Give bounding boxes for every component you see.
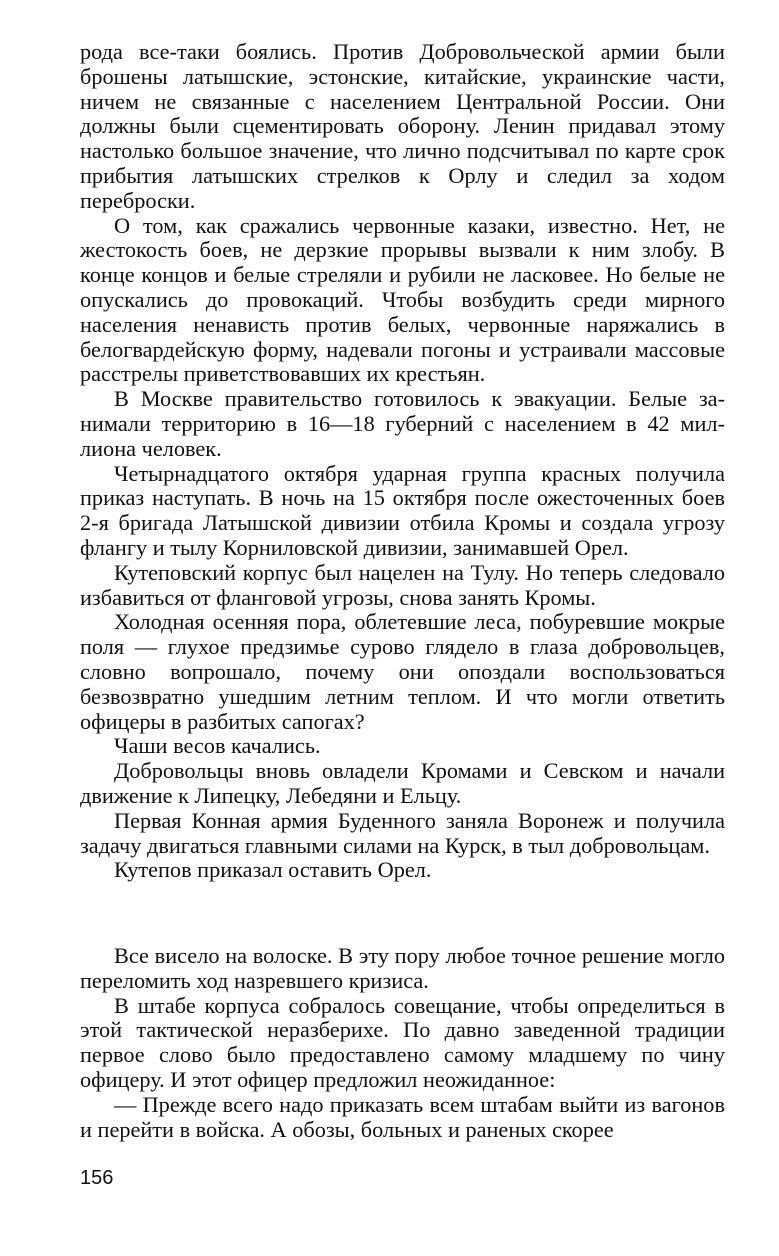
paragraph-7: Чаши весов качались. bbox=[114, 733, 321, 759]
paragraph-9: Первая Конная армия Буденного заняла Воронеж и получила задачу двигаться главными силами на Курск, в тыл добровольцам. bbox=[80, 807, 725, 858]
paragraph-11: Все висело на волоске. В эту пору любое точное решение могло переломить ход назревшего кризиса. bbox=[80, 943, 725, 993]
book-page bbox=[80, 40, 725, 1142]
page-number: 156 bbox=[80, 1167, 114, 1189]
paragraph-10: Кутепов приказал оставить Орел. bbox=[114, 857, 432, 883]
paragraph-13: — Прежде всего надо приказать всем штабам выйти из вагонов и перейти в войска. А обозы, больных и раненых скорее bbox=[80, 1091, 725, 1142]
paragraph-8: Добровольцы вновь овладели Кромами и Севском и начали движение к Липецку, Лебедяни и Ельцу. bbox=[80, 758, 725, 808]
section-break bbox=[80, 883, 725, 944]
paragraph-1: рода все-таки боялись. Против Добровольческой армии были брошены латышские, эстонские, китайские, украинские части, ничем не связанные с населением Центральной России. Они должны были сцементировать оборону. Ленин придавал этому настолько большое значение, что лично подсчитывал по карте срок прибытия латышских стрелков к Орлу и следил за ходом переброски. bbox=[80, 39, 725, 213]
paragraph-6: Холодная осенняя пора, облетевшие леса, побуревшие мокрые поля — глухое предзимье сурово глядело в глаза добровольцев, словно вопрошало, почему они опоздали воспользоваться безвозвратно ушедшим летним теплом. И что могли ответить офицеры в разбитых сапогах? bbox=[80, 609, 725, 734]
paragraph-3: В Москве правительство готовилось к эвакуации. Белые занимали территорию в 16—18 губерний с населением в 42 миллиона человек. bbox=[80, 386, 725, 461]
paragraph-4: Четырнадцатого октября ударная группа красных получила приказ наступать. В ночь на 15 октября после ожесточенных боев 2-я бригада Латышской дивизии отбила Кромы и создала угрозу флангу и тылу Корниловской дивизии, занимавшей Орел. bbox=[80, 460, 725, 560]
paragraph-2: О том, как сражались червонные казаки, известно. Нет, не жестокость боев, не дерзкие прорывы вызвали к ним злобу. В конце концов и белые стреляли и рубили не ласковее. Но белые не опускались до провокаций. Чтобы возбудить среди мирного населения ненависть против белых, червонные наряжались в белогвардейскую форму, надевали погоны и устраивали массовые расстрелы приветствовавших их крестьян. bbox=[80, 212, 725, 387]
paragraph-12: В штабе корпуса собралось совещание, чтобы определиться в этой тактической неразберихе. По давно заведенной традиции первое слово было предоставлено самому младшему по чину офицеру. И этот офицер предложил неожиданное: bbox=[80, 992, 725, 1093]
paragraph-5: Кутеповский корпус был нацелен на Тулу. Но теперь следовало избавиться от фланговой угрозы, снова занять Кромы. bbox=[80, 559, 725, 610]
